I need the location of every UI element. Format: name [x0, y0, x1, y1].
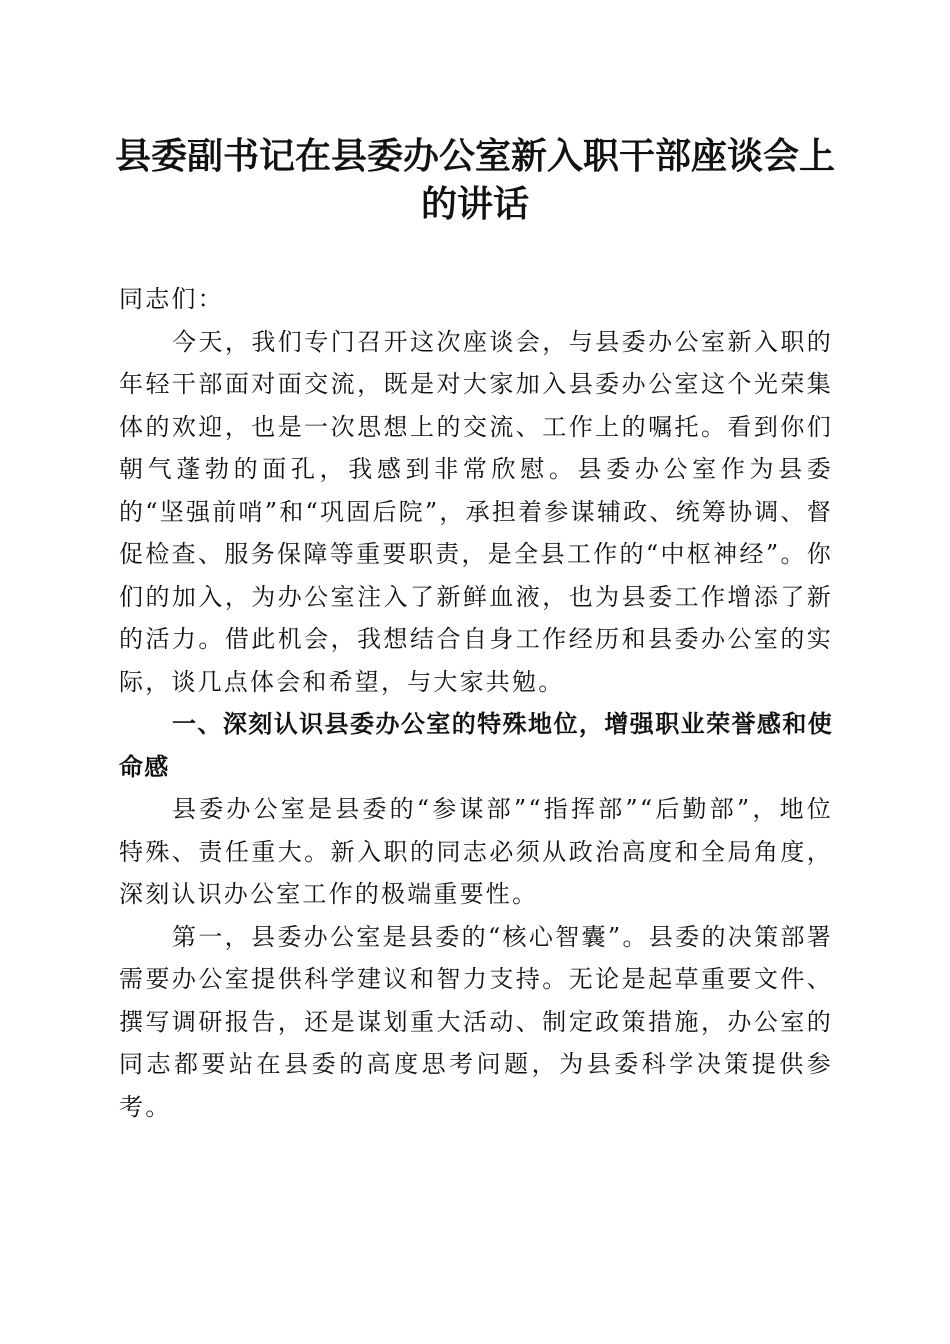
- opening-paragraph: 今天，我们专门召开这次座谈会，与县委办公室新入职的年轻干部面对面交流，既是对大家加入县委办公室这个光荣集体的欢迎，也是一次思想上的交流、工作上的嘱托。看到你们朝气蓬勃的面孔，我感到非常欣慰。县委办公室作为县委的“坚强前哨”和“巩固后院”，承担着参谋辅政、统筹协调、督促检查、服务保障等重要职责，是全县工作的“中枢神经”。你们的加入，为办公室注入了新鲜血液，也为县委工作增添了新的活力。借此机会，我想结合自身工作经历和县委办公室的实际，谈几点体会和希望，与大家共勉。: [119, 327, 833, 696]
- section-heading: 一、深刻认识县委办公室的特殊地位，增强职业荣誉感和使命感: [119, 710, 833, 781]
- document-body: [119, 278, 833, 1128]
- salutation: 同志们：: [119, 285, 224, 313]
- document-title: 县委副书记在县委办公室新入职干部座谈会上的讲话: [114, 135, 835, 225]
- section-paragraph: 县委办公室是县委的“参谋部”“指挥部”“后勤部”，地位特殊、责任重大。新入职的同志必须从政治高度和全局角度，深刻认识办公室工作的极端重要性。: [119, 795, 833, 908]
- section-paragraph: 第一，县委办公室是县委的“核心智囊”。县委的决策部署需要办公室提供科学建议和智力支持。无论是起草重要文件、撰写调研报告，还是谋划重大活动、制定政策措施，办公室的同志都要站在县委的高度思考问题，为县委科学决策提供参考。: [119, 922, 833, 1121]
